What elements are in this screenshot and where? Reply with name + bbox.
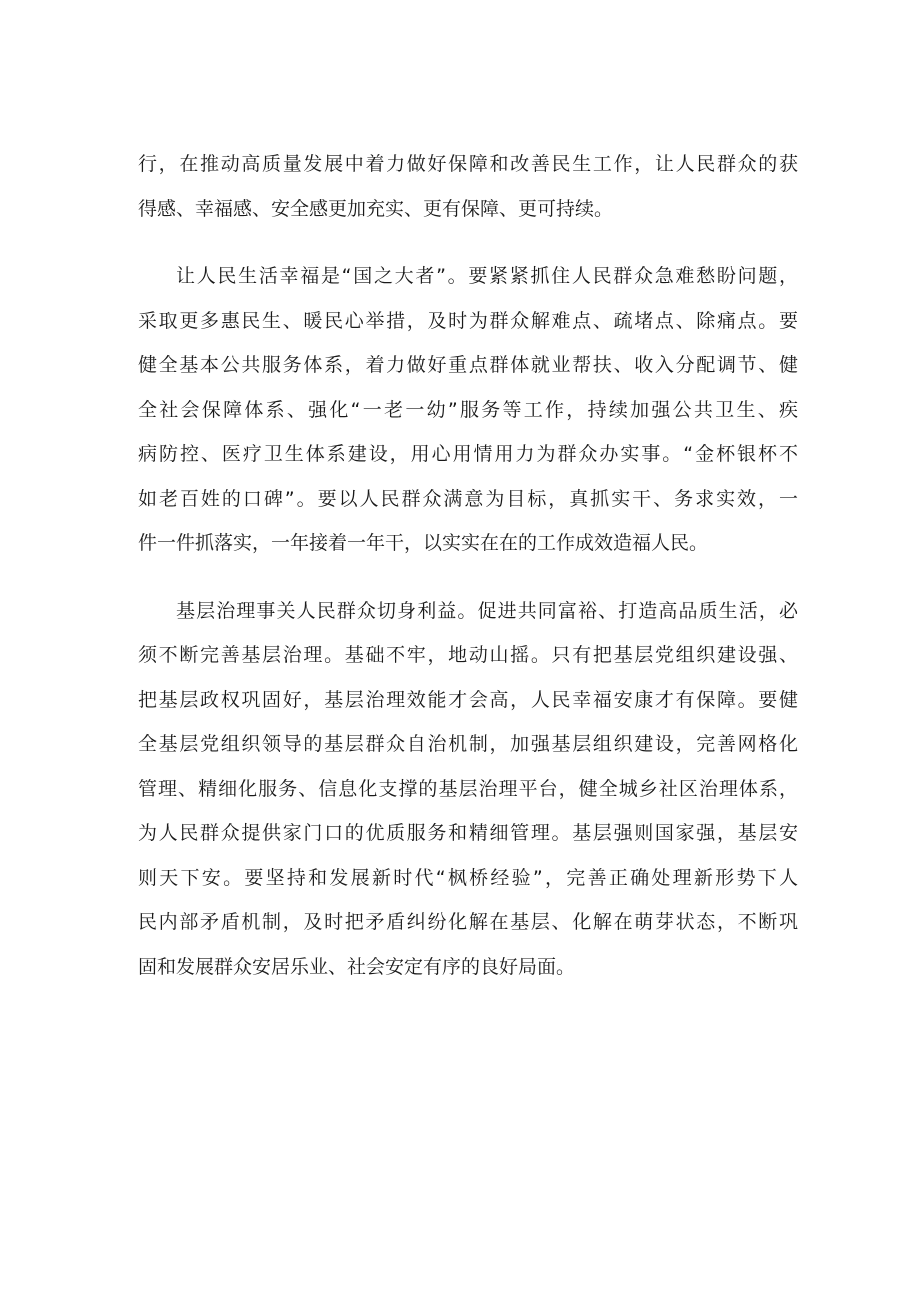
- text-line: 行，在推动高质量发展中着力做好保障和改善民生工作，让人民群众的获: [138, 153, 798, 175]
- text-line: 把基层政权巩固好，基层治理效能才会高，人民幸福安康才有保障。要健: [138, 688, 798, 711]
- text-line: 为人民群众提供家门口的优质服务和精细管理。基层强则国家强，基层安: [138, 822, 798, 844]
- document-body: [138, 142, 798, 1012]
- text-line: 让人民生活幸福是“国之大者”。要紧紧抓住人民群众急难愁盼问题，: [176, 265, 798, 287]
- text-line: 则天下安。要坚持和发展新时代“枫桥经验”，完善正确处理新形势下人: [138, 866, 798, 889]
- paragraph-livelihood-continuation: [138, 142, 798, 231]
- text-line: 采取更多惠民生、暖民心举措，及时为群众解难点、疏堵点、除痛点。要: [138, 309, 798, 332]
- paragraph-grassroots-governance: [138, 589, 798, 990]
- text-line: 病防控、医疗卫生体系建设，用心用情用力为群众办实事。“金杯银杯不: [138, 443, 798, 465]
- text-line: 须不断完善基层治理。基础不牢，地动山摇。只有把基层党组织建设强、: [138, 644, 798, 666]
- paragraph-people-happiness: [138, 254, 798, 566]
- text-line: 管理、精细化服务、信息化支撑的基层治理平台，健全城乡社区治理体系，: [138, 777, 798, 800]
- text-line: 件一件抓落实，一年接着一年干，以实实在在的工作成效造福人民。: [138, 532, 709, 554]
- text-line: 基层治理事关人民群众切身利益。促进共同富裕、打造高品质生活，必: [176, 599, 798, 622]
- text-line: 全社会保障体系、强化“一老一幼”服务等工作，持续加强公共卫生、疾: [138, 398, 798, 421]
- text-line: 健全基本公共服务体系，着力做好重点群体就业帮扶、收入分配调节、健: [138, 354, 798, 376]
- text-line: 固和发展群众安居乐业、社会安定有序的良好局面。: [138, 955, 576, 978]
- text-line: 民内部矛盾机制，及时把矛盾纠纷化解在基层、化解在萌芽状态，不断巩: [138, 911, 798, 933]
- text-line: 得感、幸福感、安全感更加充实、更有保障、更可持续。: [138, 197, 614, 220]
- text-line: 如老百姓的口碑”。要以人民群众满意为目标，真抓实干、务求实效，一: [138, 487, 798, 510]
- text-line: 全基层党组织领导的基层群众自治机制，加强基层组织建设，完善网格化: [138, 733, 798, 755]
